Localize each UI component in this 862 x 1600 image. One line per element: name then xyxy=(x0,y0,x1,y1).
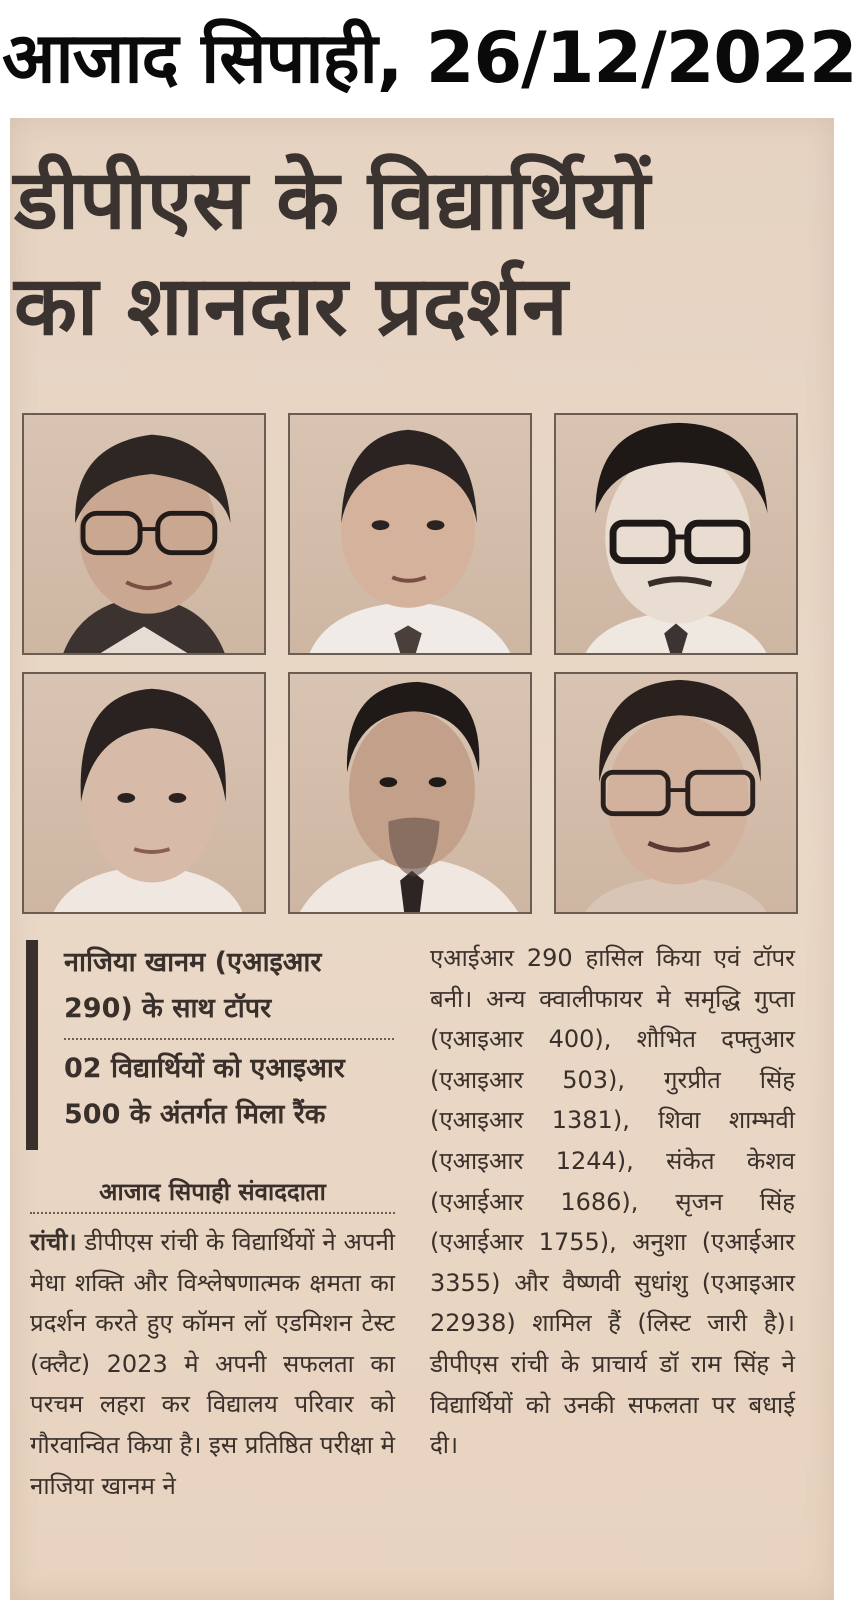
subheading-2: 02 विद्यार्थियों को एआइआर 500 के अंतर्गत मिला रैंक xyxy=(64,1053,345,1130)
headline-line-2: का शानदार प्रदर्शन xyxy=(14,259,568,354)
divider xyxy=(64,1038,394,1040)
subheading-1: नाजिया खानम (एआइआर 290) के साथ टॉपर xyxy=(64,947,322,1024)
headline-line-1: डीपीएस के विद्यार्थियों xyxy=(14,153,650,248)
article-headline xyxy=(14,148,824,360)
masthead-title: आजाद सिपाही, 26/12/2022 xyxy=(2,17,857,99)
article-column-1 xyxy=(30,1222,395,1506)
article-text: डीपीएस रांची के विद्यार्थियों ने अपनी मेधा शक्ति और विश्लेषणात्मक क्षमता का प्रदर्शन करते हुए कॉमन लॉ एडमिशन टेस्ट (क्लैट) 2023 मे अपनी सफलता का परचम लहरा कर विद्यालय परिवार को गौरवान्वित किया है। इस प्रतिष्ठित परीक्षा मे नाजिया खानम ने xyxy=(30,1228,395,1500)
student-photo xyxy=(22,672,266,914)
byline: आजाद सिपाही संवाददाता xyxy=(30,1172,395,1214)
student-photo xyxy=(554,413,798,655)
student-photo xyxy=(554,672,798,914)
student-photo xyxy=(288,672,532,914)
subheading-box xyxy=(26,940,394,1150)
article-column-2 xyxy=(430,938,795,1466)
masthead-banner xyxy=(0,0,862,118)
dateline: रांची। xyxy=(30,1228,77,1256)
article-text: एआईआर 290 हासिल किया एवं टॉपर बनी। अन्य क्वालीफायर मे समृद्धि गुप्ता (एआइआर 400), शौभित दफ्तुआर (एआइआर 503), गुरप्रीत सिंह (एआइआर 1381), शिवा शाम्भवी (एआइआर 1244), संकेत केशव (एआईआर 1686), सृजन सिंह (एआईआर 1755), अनुशा (एआईआर 3355) और वैष्णवी सुधांशु (एआइआर 22938) शामिल हैं (लिस्ट जारी है)। डीपीएस रांची के प्राचार्य डॉ राम सिंह ने विद्यार्थियों को उनकी सफलता पर बधाई दी। xyxy=(430,944,795,1460)
student-photo xyxy=(288,413,532,655)
student-photo xyxy=(22,413,266,655)
